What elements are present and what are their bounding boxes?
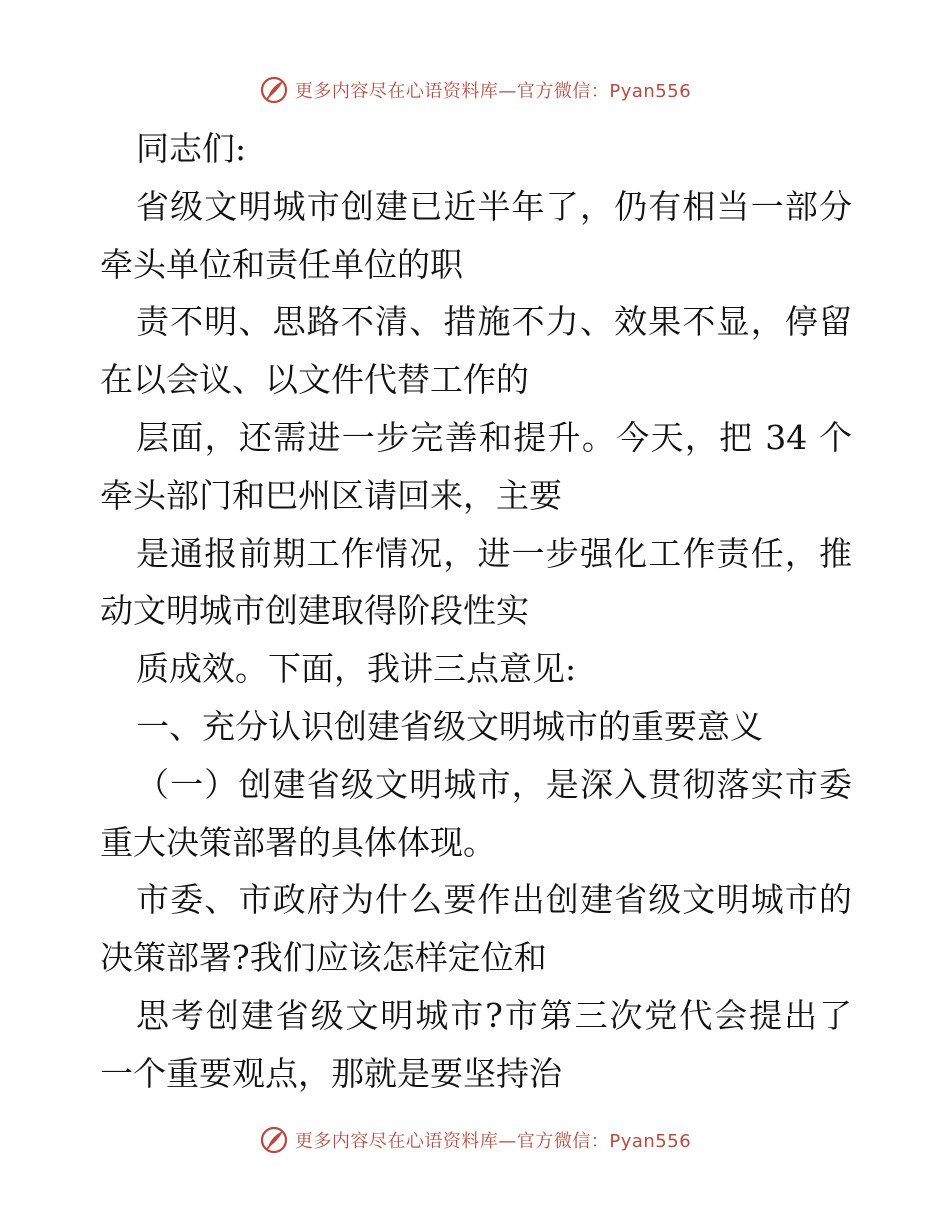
footer-banner (0, 1120, 950, 1160)
section-heading: 一、充分认识创建省级文明城市的重要意义 (136, 706, 763, 746)
text-line: 重大决策部署的具体体现。 (100, 822, 496, 862)
document-body (100, 120, 852, 1103)
text-line: 牵头部门和巴州区请回来，主要 (100, 475, 562, 515)
text-line: 责不明、思路不清、措施不力、效果不显，停留 (136, 302, 852, 342)
text-line: 牵头单位和责任单位的职 (100, 244, 463, 284)
footer-banner-text: 更多内容尽在心语资料库—官方微信：Pyan556 (294, 1131, 692, 1152)
text-line: 市委、市政府为什么要作出创建省级文明城市的 (136, 880, 852, 920)
header-banner (0, 70, 950, 110)
feather-pen-logo-icon (259, 1125, 289, 1155)
text-line: 动文明城市创建取得阶段性实 (100, 591, 529, 631)
subsection-heading: （一）创建省级文明城市，是深入贯彻落实市委 (136, 764, 852, 804)
feather-pen-logo-icon (259, 75, 289, 105)
text-line: 层面，还需进一步完善和提升。今天，把 34 个 (136, 417, 852, 457)
text-line: 质成效。下面，我讲三点意见: (136, 649, 577, 689)
text-line: 一个重要观点，那就是要坚持治 (100, 1053, 562, 1093)
salutation-line: 同志们: (136, 129, 247, 168)
text-line: 在以会议、以文件代替工作的 (100, 360, 529, 400)
text-line: 是通报前期工作情况，进一步强化工作责任，推 (136, 533, 852, 573)
text-line: 思考创建省级文明城市?市第三次党代会提出了 (136, 995, 852, 1035)
text-line: 决策部署?我们应该怎样定位和 (100, 938, 547, 978)
text-line: 省级文明城市创建已近半年了，仍有相当一部分 (136, 186, 852, 226)
header-banner-text: 更多内容尽在心语资料库—官方微信：Pyan556 (294, 81, 692, 102)
